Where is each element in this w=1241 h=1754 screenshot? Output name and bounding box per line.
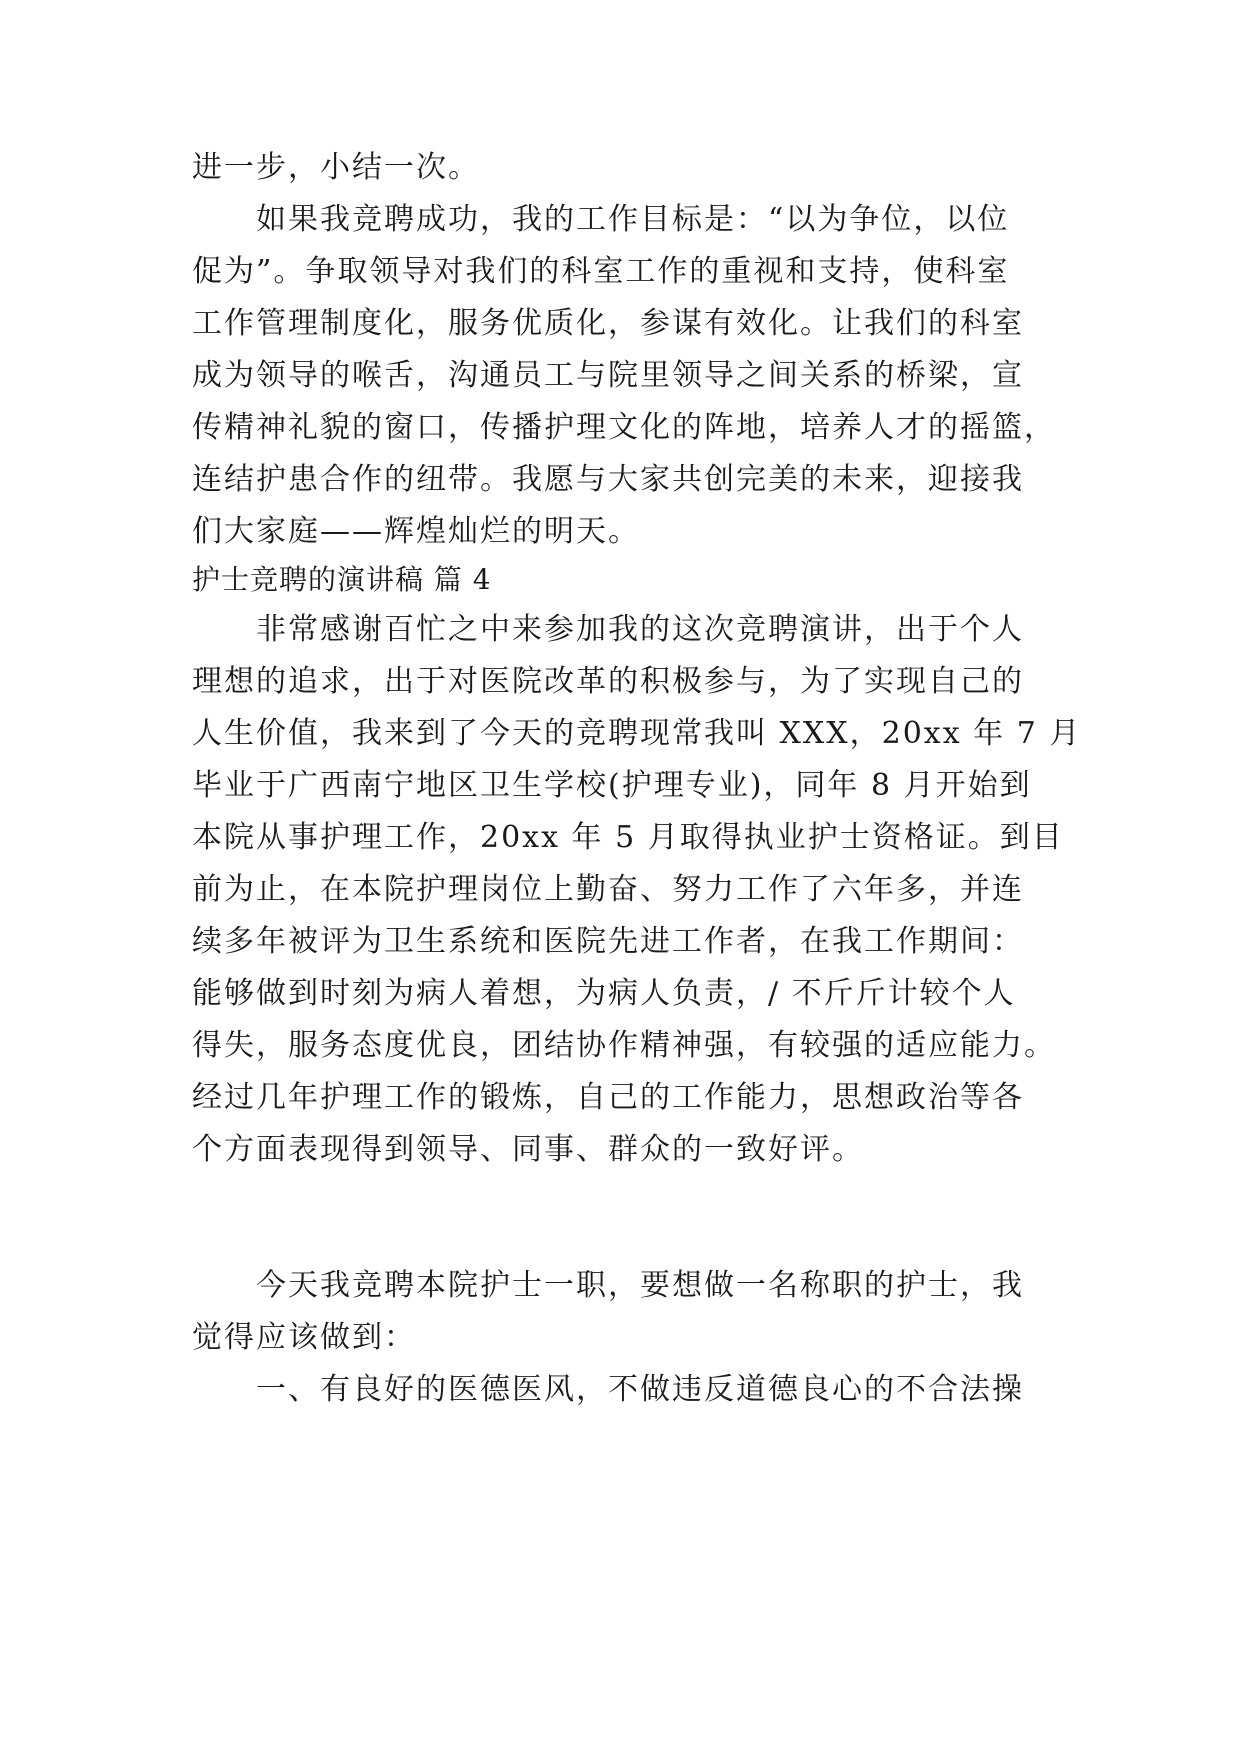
text-line: 一、有良好的医德医风，不做违反道德良心的不合法操 <box>256 1372 1024 1407</box>
text-line: 本院从事护理工作，20xx 年 5 月取得执业护士资格证。到目 <box>192 820 1064 855</box>
text-line: 连结护患合作的纽带。我愿与大家共创完美的未来，迎接我 <box>192 462 1024 497</box>
text-line: 如果我竞聘成功，我的工作目标是：“以为争位，以位 <box>256 202 1010 237</box>
text-line: 觉得应该做到： <box>192 1320 416 1355</box>
text-line: 工作管理制度化，服务优质化，参谋有效化。让我们的科室 <box>192 306 1024 341</box>
text-line: 传精神礼貌的窗口，传播护理文化的阵地，培养人才的摇篮， <box>192 410 1056 445</box>
text-line: 非常感谢百忙之中来参加我的这次竞聘演讲，出于个人 <box>256 612 1024 647</box>
text-line: 们大家庭——辉煌灿烂的明天。 <box>192 514 640 549</box>
text-line: 经过几年护理工作的锻炼，自己的工作能力，思想政治等各 <box>192 1080 1024 1115</box>
text-line: 得失，服务态度优良，团结协作精神强，有较强的适应能力。 <box>192 1028 1056 1063</box>
text-line: 个方面表现得到领导、同事、群众的一致好评。 <box>192 1132 864 1167</box>
text-line: 能够做到时刻为病人着想，为病人负责，/ 不斤斤计较个人 <box>192 976 1016 1011</box>
section-heading: 护士竞聘的演讲稿 篇 4 <box>192 563 492 596</box>
text-line: 理想的追求，出于对医院改革的积极参与，为了实现自己的 <box>192 664 1024 699</box>
text-line: 毕业于广西南宁地区卫生学校(护理专业)，同年 8 月开始到 <box>192 768 1032 803</box>
text-line: 成为领导的喉舌，沟通员工与院里领导之间关系的桥梁，宣 <box>192 358 1024 393</box>
text-line: 进一步，小结一次。 <box>192 150 480 185</box>
text-line: 续多年被评为卫生系统和医院先进工作者，在我工作期间： <box>192 924 1024 959</box>
text-line: 前为止，在本院护理岗位上勤奋、努力工作了六年多，并连 <box>192 872 1024 907</box>
text-line: 人生价值，我来到了今天的竞聘现常我叫 XXX，20xx 年 7 月 <box>192 716 1082 751</box>
text-line: 促为”。争取领导对我们的科室工作的重视和支持，使科室 <box>192 254 1010 289</box>
text-line: 今天我竞聘本院护士一职，要想做一名称职的护士，我 <box>256 1268 1024 1303</box>
